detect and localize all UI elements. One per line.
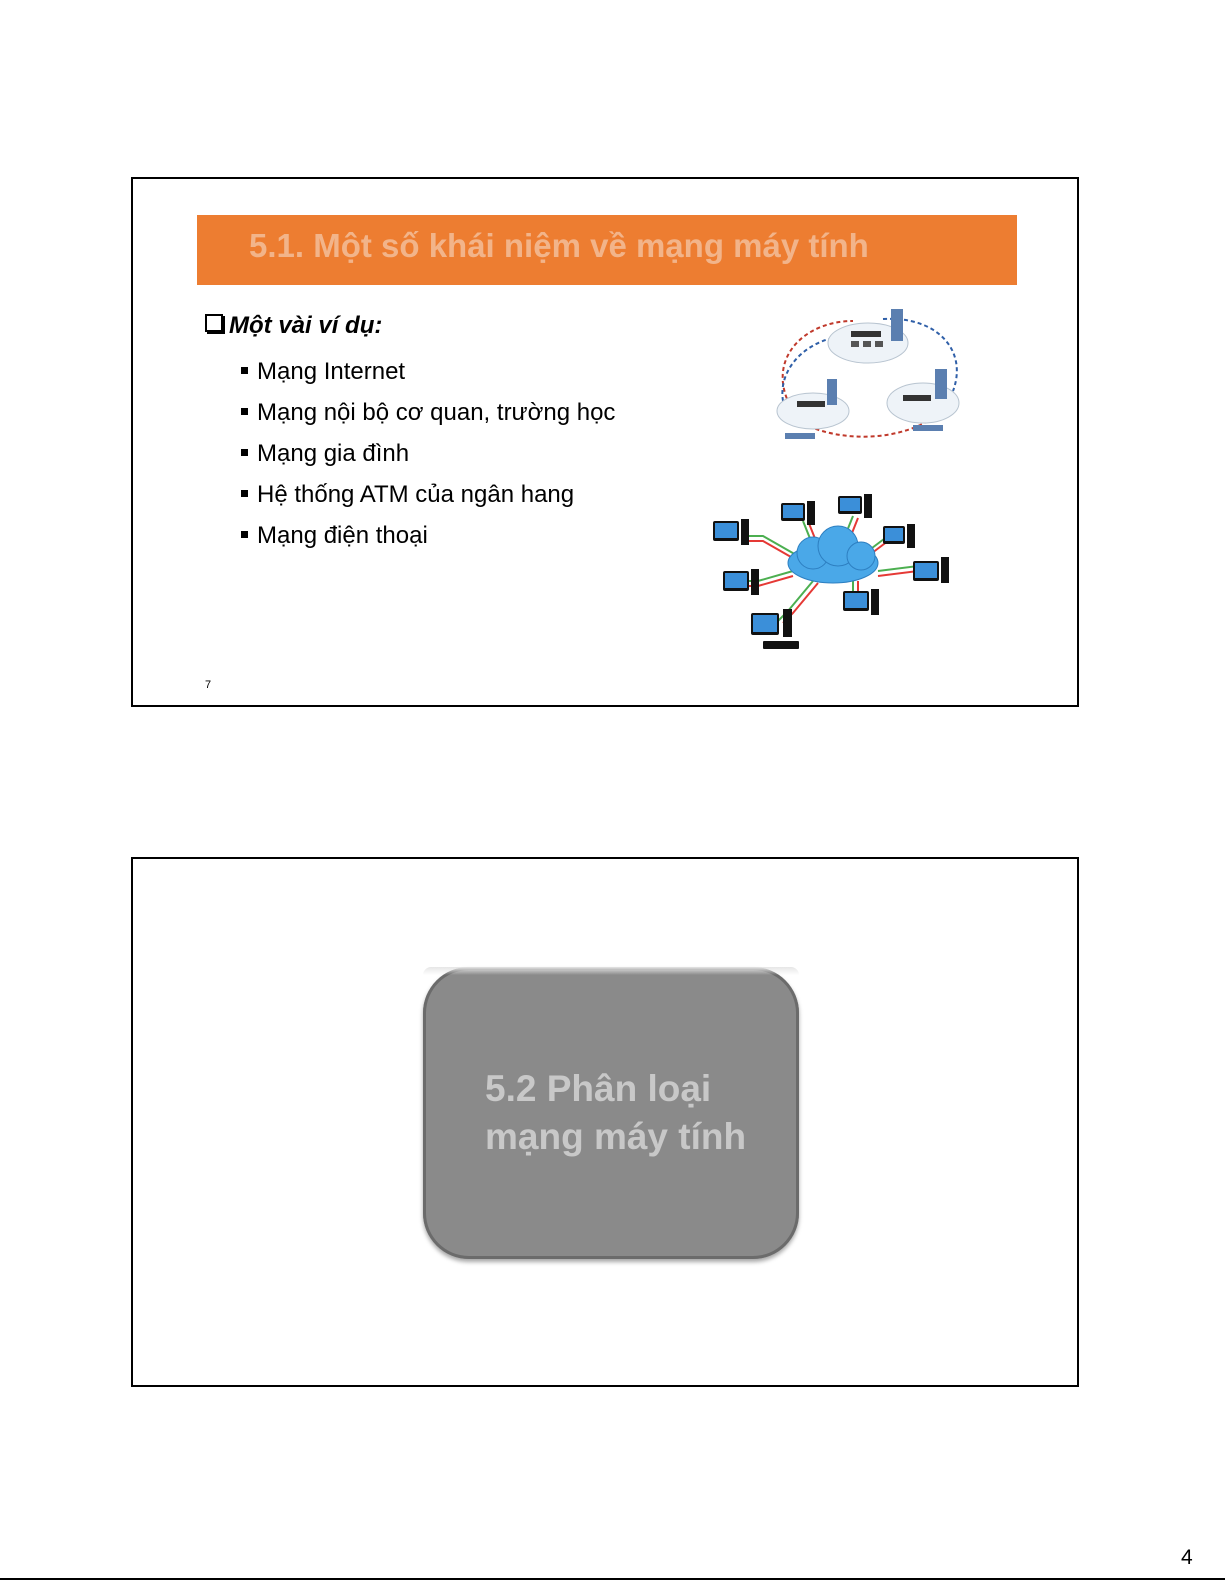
- slide-8: [131, 857, 1079, 1387]
- slide-title: 5.1. Một số khái niệm về mạng máy tính: [249, 227, 869, 264]
- section-title-line-1: 5.2 Phân loại: [485, 1068, 712, 1109]
- title-bar: [197, 215, 1017, 285]
- list-item: Mạng điện thoại: [241, 515, 615, 556]
- page-number: 4: [1181, 1546, 1193, 1569]
- office-network-diagram: [763, 301, 973, 446]
- section-title: [485, 1065, 746, 1161]
- slide-number: 7: [205, 679, 212, 691]
- page-bottom-rule: [0, 1578, 1225, 1580]
- cloud-network-diagram: [703, 491, 963, 666]
- heading-text: Một vài ví dụ:: [229, 312, 383, 339]
- checkbox-bullet-icon: [205, 314, 223, 332]
- section-title-line-2: mạng máy tính: [485, 1116, 747, 1157]
- slide-7: [131, 177, 1079, 707]
- square-bullet-icon: [241, 490, 248, 497]
- examples-heading: [205, 312, 382, 340]
- list-item: Mạng Internet: [241, 351, 615, 392]
- square-bullet-icon: [241, 449, 248, 456]
- section-title-box: [423, 967, 799, 1259]
- example-list: [241, 351, 615, 556]
- list-item: Hệ thống ATM của ngân hang: [241, 474, 615, 515]
- square-bullet-icon: [241, 367, 248, 374]
- square-bullet-icon: [241, 531, 248, 538]
- list-item: Mạng nội bộ cơ quan, trường học: [241, 392, 615, 433]
- list-item: Mạng gia đình: [241, 433, 615, 474]
- square-bullet-icon: [241, 408, 248, 415]
